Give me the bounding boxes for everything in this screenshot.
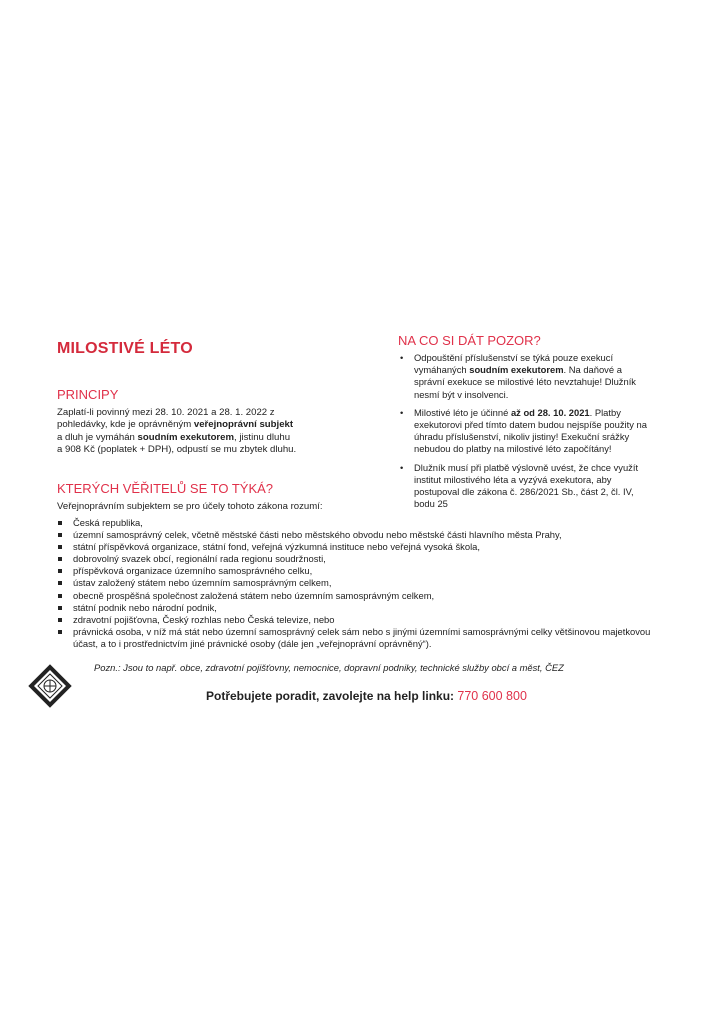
list-item: územní samosprávný celek, včetně městské části nebo městského obvodu nebo městské části hlavního města Prahy, (57, 529, 677, 541)
principles-line-4: a 908 Kč (poplatek + DPH), odpustí se mu zbytek dluhu. (57, 444, 297, 456)
attention-item-3-text: Dlužník musí při platbě výslovně uvést, že chce využít institut milostivého léta a vyzývá exekutora, aby postupoval dle zákona č. 286/2021 Sb., část 2, čl. IV, bodu 25 (414, 461, 639, 510)
principles-heading: PRINCIPY (57, 387, 119, 402)
list-item: příspěvková organizace územního samosprávného celku, (57, 565, 677, 577)
help-text: Potřebujete poradit, zavolejte na (206, 689, 395, 703)
attention-item-1-end: . Na daňové a správní exekuce se milostivé léto nevztahuje! Dlužník nesmí být v insolvenci. (414, 364, 636, 400)
attention-list (398, 352, 648, 516)
creditors-intro: Veřejnoprávním subjektem se pro účely tohoto zákona rozumí: (57, 501, 323, 512)
creditors-heading: KTERÝCH VĚŘITELŮ SE TO TÝKÁ? (57, 481, 274, 496)
attention-item-1 (398, 352, 648, 401)
principles-paragraph (57, 407, 357, 457)
principles-emphasis-subject: veřejnoprávní subjekt (193, 419, 294, 431)
attention-item-2 (398, 407, 648, 456)
principles-line-2: pohledávky, kde je oprávněným (57, 419, 194, 431)
principles-emphasis-executor: soudním exekutorem (137, 431, 235, 443)
list-item: obecně prospěšná společnost založená státem nebo územním samosprávným celkem, (57, 590, 677, 602)
attention-item-2-emphasis: až od 28. 10. 2021 (510, 406, 590, 418)
list-item: státní podnik nebo národní podnik, (57, 602, 677, 614)
principles-line-1: Zaplatí-li povinný mezi 28. 10. 2021 a 28. 1. 2022 z (57, 407, 275, 418)
help-line (206, 689, 527, 703)
attention-item-3 (398, 462, 648, 511)
page-title: MILOSTIVÉ LÉTO (57, 340, 193, 357)
creditors-list (57, 517, 677, 650)
attention-item-1-text: Odpouštění příslušenství se týká pouze exekucí vymáhaných (414, 352, 614, 376)
attention-heading: NA CO SI DÁT POZOR? (398, 333, 541, 348)
note-text: Pozn.: Jsou to např. obce, zdravotní pojišťovny, nemocnice, dopravní podniky, technické služby obcí a měst, ČEZ (94, 662, 564, 673)
list-item: ústav založený státem nebo územním samosprávným celkem, (57, 577, 677, 589)
help-phone-number[interactable]: 770 600 800 (457, 689, 527, 703)
list-item: zdravotní pojišťovna, Český rozhlas nebo Česká televize, nebo (57, 614, 677, 626)
principles-line-3-end: , jistinu dluhu (234, 431, 291, 443)
attention-item-2-text: Milostivé léto je účinné (414, 406, 511, 418)
list-item: dobrovolný svazek obcí, regionální rada regionu soudržnosti, (57, 553, 677, 565)
list-item: Česká republika, (57, 517, 677, 529)
principles-line-3: a dluh je vymáhán (57, 431, 138, 443)
list-item: státní příspěvková organizace, státní fond, veřejná výzkumná instituce nebo veřejná vysoká škola, (57, 541, 677, 553)
help-link-label: help linku: (394, 689, 458, 703)
association-seal-icon (28, 664, 72, 708)
attention-item-2-end: . Platby exekutorovi před tímto datem budou nejspíše použity na úhradu příslušenství, nikoliv jistiny! Exekuční srážky nebudou do platby na milostivé léto započítány! (414, 406, 647, 455)
attention-item-1-emphasis: soudním exekutorem (469, 364, 564, 376)
list-item: právnická osoba, v níž má stát nebo územní samosprávný celek sám nebo s jinými územními samosprávnými celky většinovou majetkovou účast, a to i prostřednictvím jiné právnické osoby (dále jen „veřejnoprávní oprávněný“). (57, 626, 677, 650)
